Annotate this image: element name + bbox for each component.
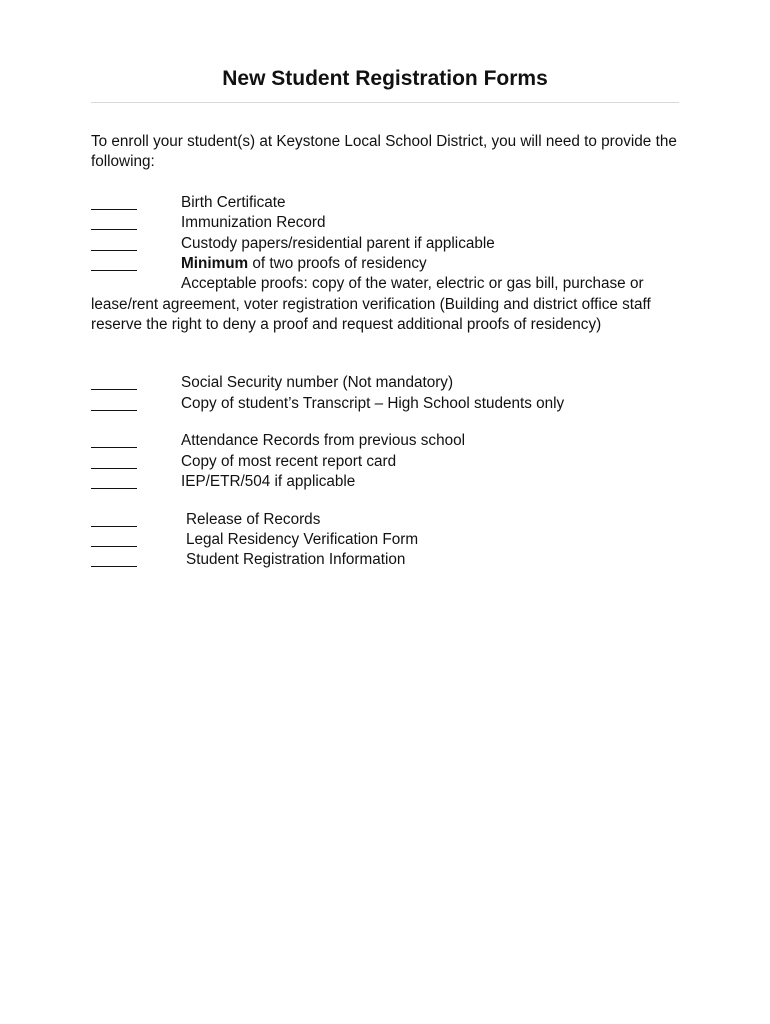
checkbox-blank-line[interactable] (91, 234, 137, 254)
checklist-item-label: Release of Records (186, 511, 321, 528)
checkbox-blank-line[interactable] (91, 254, 137, 274)
checkbox-blank-line[interactable] (91, 452, 137, 472)
checkbox-blank-line[interactable] (91, 431, 137, 451)
checkbox-blank-line[interactable] (91, 394, 137, 414)
checklist-item-label: Custody papers/residential parent if applicable (181, 235, 495, 252)
checkbox-blank-line[interactable] (91, 373, 137, 393)
checkbox-blank-line[interactable] (91, 213, 137, 233)
checklist-item-label: IEP/ETR/504 if applicable (181, 473, 356, 490)
checkbox-blank-line[interactable] (91, 550, 137, 570)
checklist-item-label: Copy of most recent report card (181, 453, 397, 470)
checklist-item-label (181, 254, 427, 274)
checklist-item-label: Legal Residency Verification Form (186, 531, 419, 548)
checklist-item-label: Social Security number (Not mandatory) (181, 374, 454, 391)
checkbox-blank-line[interactable] (91, 510, 137, 530)
checklist-item-label: Immunization Record (181, 214, 326, 231)
acceptable-proofs-note: Acceptable proofs: copy of the water, electric or gas bill, purchase or lease/rent agreement, voter registration verification (Building and district office staff reserve the right to deny a proof and request additional proofs of residency) (91, 275, 651, 333)
title-divider (91, 102, 679, 103)
checkbox-blank-line[interactable] (91, 472, 137, 492)
checklist-item-label: Copy of student’s Transcript – High School students only (181, 395, 565, 412)
emphasis-minimum: Minimum (181, 255, 249, 272)
intro-paragraph: To enroll your student(s) at Keystone Local School District, you will need to provide the following: (91, 133, 677, 171)
label-rest: of two proofs of residency (248, 255, 427, 272)
checklist-item-label: Student Registration Information (186, 551, 406, 568)
checklist-item-label: Attendance Records from previous school (181, 432, 465, 449)
checkbox-blank-line[interactable] (91, 530, 137, 550)
document-title: New Student Registration Forms (222, 67, 548, 90)
checkbox-blank-line[interactable] (91, 193, 137, 213)
checklist-item-label: Birth Certificate (181, 194, 286, 211)
